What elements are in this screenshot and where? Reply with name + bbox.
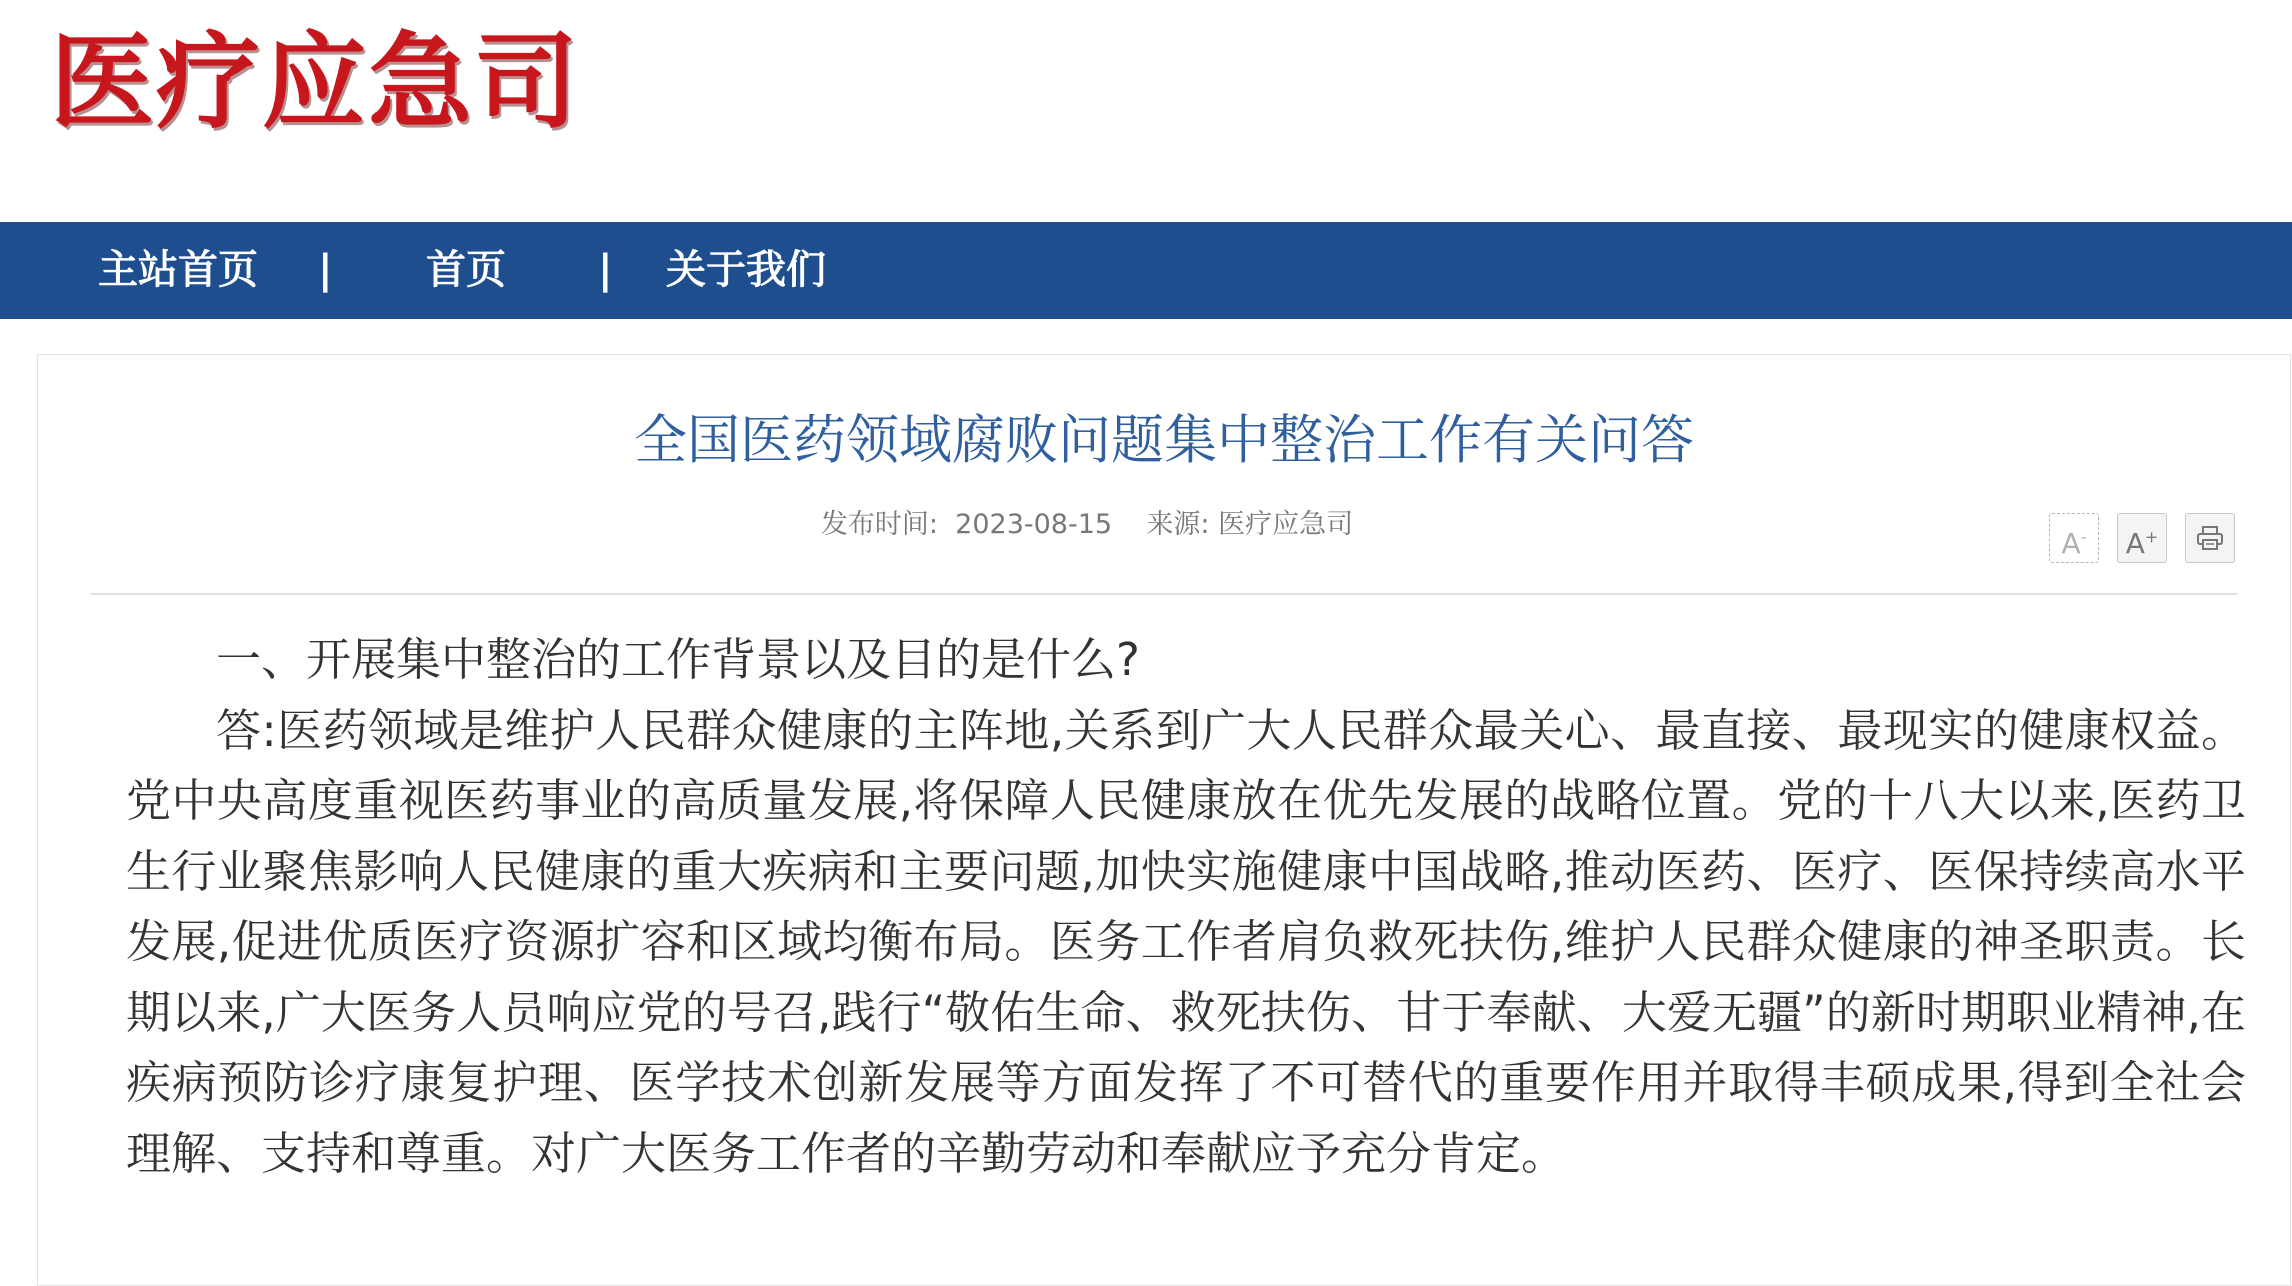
publish-label: 发布时间: bbox=[820, 509, 938, 540]
source-label: 来源: bbox=[1146, 509, 1210, 540]
meta-divider bbox=[90, 593, 2238, 595]
print-icon bbox=[2197, 526, 2223, 550]
nav-separator: | bbox=[598, 247, 613, 293]
print-button[interactable] bbox=[2185, 513, 2235, 563]
source-value: 医疗应急司 bbox=[1218, 509, 1354, 540]
article-meta bbox=[0, 505, 2213, 545]
publish-date: 2023-08-15 bbox=[955, 509, 1113, 540]
nav-item-main-site-home[interactable]: 主站首页 bbox=[98, 247, 258, 293]
answer-paragraph: 答:医药领域是维护人民群众健康的主阵地,关系到广大人民群众最关心、最直接、最现实的健康权益。党中央高度重视医药事业的高质量发展,将保障人民健康放在优先发展的战略位置。党的十八大以来,医药卫生行业聚焦影响人民健康的重大疾病和主要问题,加快实施健康中国战略,推动医药、医疗、医保持续高水平发展,促进优质医疗资源扩容和区域均衡布局。医务工作者肩负救死扶伤,维护人民群众健康的神圣职责。长期以来,广大医务人员响应党的号召,践行“敬佑生命、救死扶伤、甘于奉献、大爱无疆”的新时期职业精神,在疾病预防诊疗康复护理、医学技术创新发展等方面发挥了不可替代的重要作用并取得丰硕成果,得到全社会理解、支持和尊重。对广大医务工作者的辛勤劳动和奉献应予充分肯定。 bbox=[126, 703, 2246, 1180]
article-body bbox=[126, 625, 2246, 1189]
question-heading: 一、开展集中整治的工作背景以及目的是什么? bbox=[216, 633, 1140, 686]
font-decrease-button[interactable] bbox=[2049, 513, 2099, 563]
site-logo[interactable]: 医疗应急司 bbox=[50, 21, 581, 143]
font-increase-icon: A+ bbox=[2125, 527, 2159, 561]
font-increase-button[interactable] bbox=[2117, 513, 2167, 563]
font-decrease-icon: A- bbox=[2061, 527, 2087, 561]
nav-item-about-us[interactable]: 关于我们 bbox=[666, 247, 826, 293]
main-nav bbox=[0, 222, 2292, 319]
nav-item-home[interactable]: 首页 bbox=[426, 247, 506, 293]
site-header bbox=[0, 0, 2292, 222]
nav-separator: | bbox=[318, 247, 333, 293]
article-title: 全国医药领域腐败问题集中整治工作有关问答 bbox=[634, 410, 1694, 471]
article-panel bbox=[37, 354, 2291, 1286]
